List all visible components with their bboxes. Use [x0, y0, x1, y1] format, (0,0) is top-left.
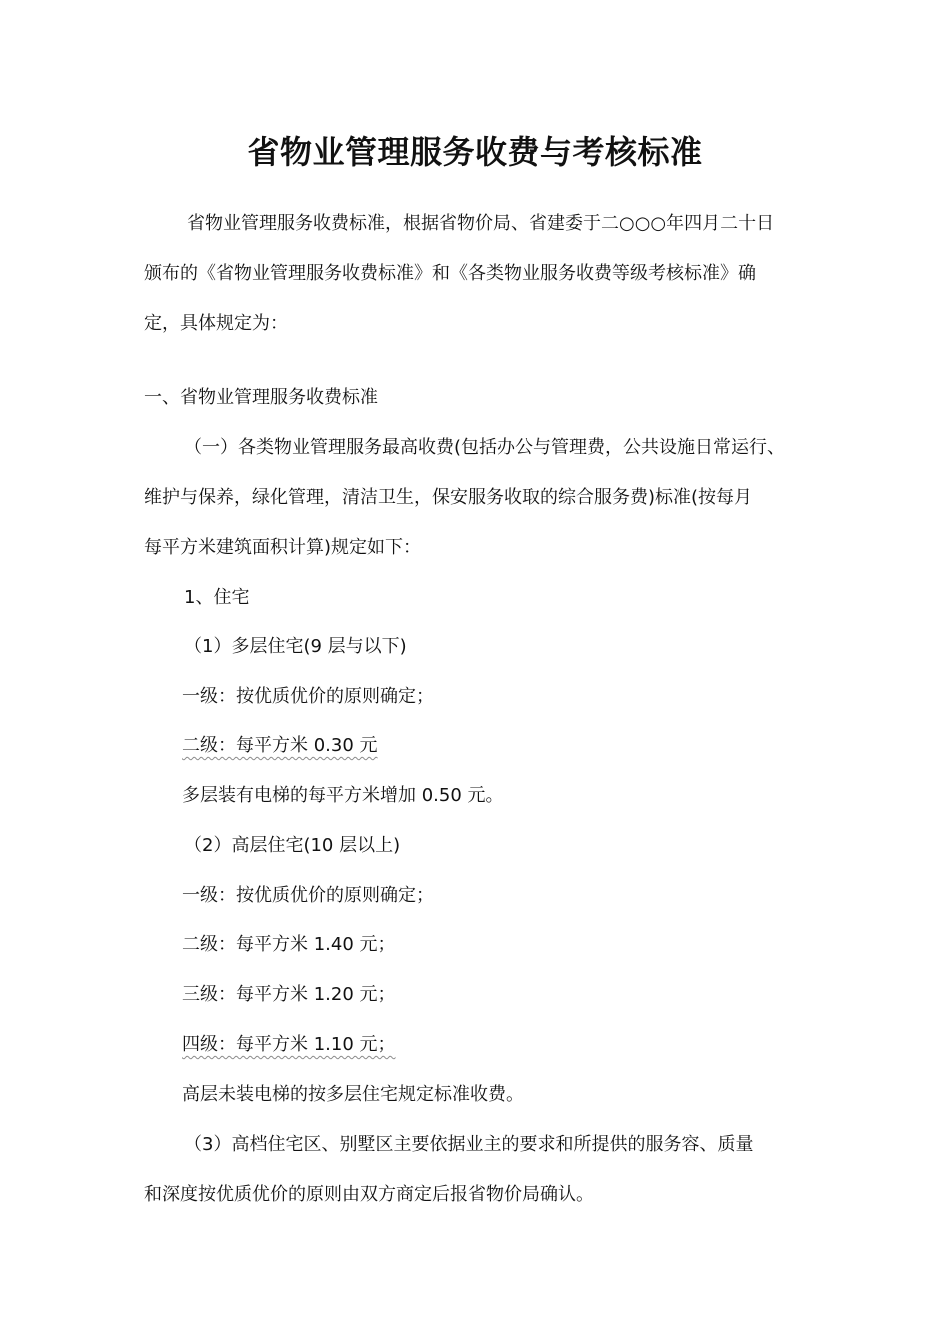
multi-storey-grade-2: 二级：每平方米 0.30 元 — [182, 735, 378, 756]
multi-storey-elevator-note: 多层装有电梯的每平方米增加 0.50 元。 — [182, 785, 504, 806]
intro-line-3: 定，具体规定为： — [144, 313, 288, 334]
residential-heading: 1、住宅 — [184, 587, 250, 608]
high-rise-grade-2: 二级：每平方米 1.40 元； — [182, 934, 396, 955]
high-rise-grade-4: 四级：每平方米 1.10 元； — [182, 1034, 396, 1055]
luxury-residence-line-1: （3）高档住宅区、别墅区主要依据业主的要求和所提供的服务容、质量 — [184, 1134, 754, 1155]
multi-storey-heading: （1）多层住宅(9 层与以下) — [184, 636, 407, 657]
document-title: 省物业管理服务收费与考核标准 — [247, 133, 703, 171]
subsection-1-line-1: （一）各类物业管理服务最高收费(包括办公与管理费，公共设施日常运行、 — [184, 437, 786, 458]
subsection-1-line-3: 每平方米建筑面积计算)规定如下： — [144, 537, 422, 558]
multi-storey-grade-1: 一级：按优质优价的原则确定； — [182, 686, 434, 707]
intro-line-1: 省物业管理服务收费标准，根据省物价局、省建委于二○○○年四月二十日 — [187, 213, 775, 234]
high-rise-heading: （2）高层住宅(10 层以上) — [184, 835, 401, 856]
intro-line-2: 颁布的《省物业管理服务收费标准》和《各类物业服务收费等级考核标准》确 — [144, 263, 756, 284]
luxury-residence-line-2: 和深度按优质优价的原则由双方商定后报省物价局确认。 — [144, 1184, 594, 1205]
section-heading-fee-standard: 一、省物业管理服务收费标准 — [144, 387, 378, 408]
subsection-1-line-2: 维护与保养，绿化管理，清洁卫生，保安服务收取的综合服务费)标准(按每月 — [144, 487, 753, 508]
high-rise-grade-3: 三级：每平方米 1.20 元； — [182, 984, 396, 1005]
high-rise-no-elevator-note: 高层未装电梯的按多层住宅规定标准收费。 — [182, 1084, 524, 1105]
high-rise-grade-1: 一级：按优质优价的原则确定； — [182, 885, 434, 906]
